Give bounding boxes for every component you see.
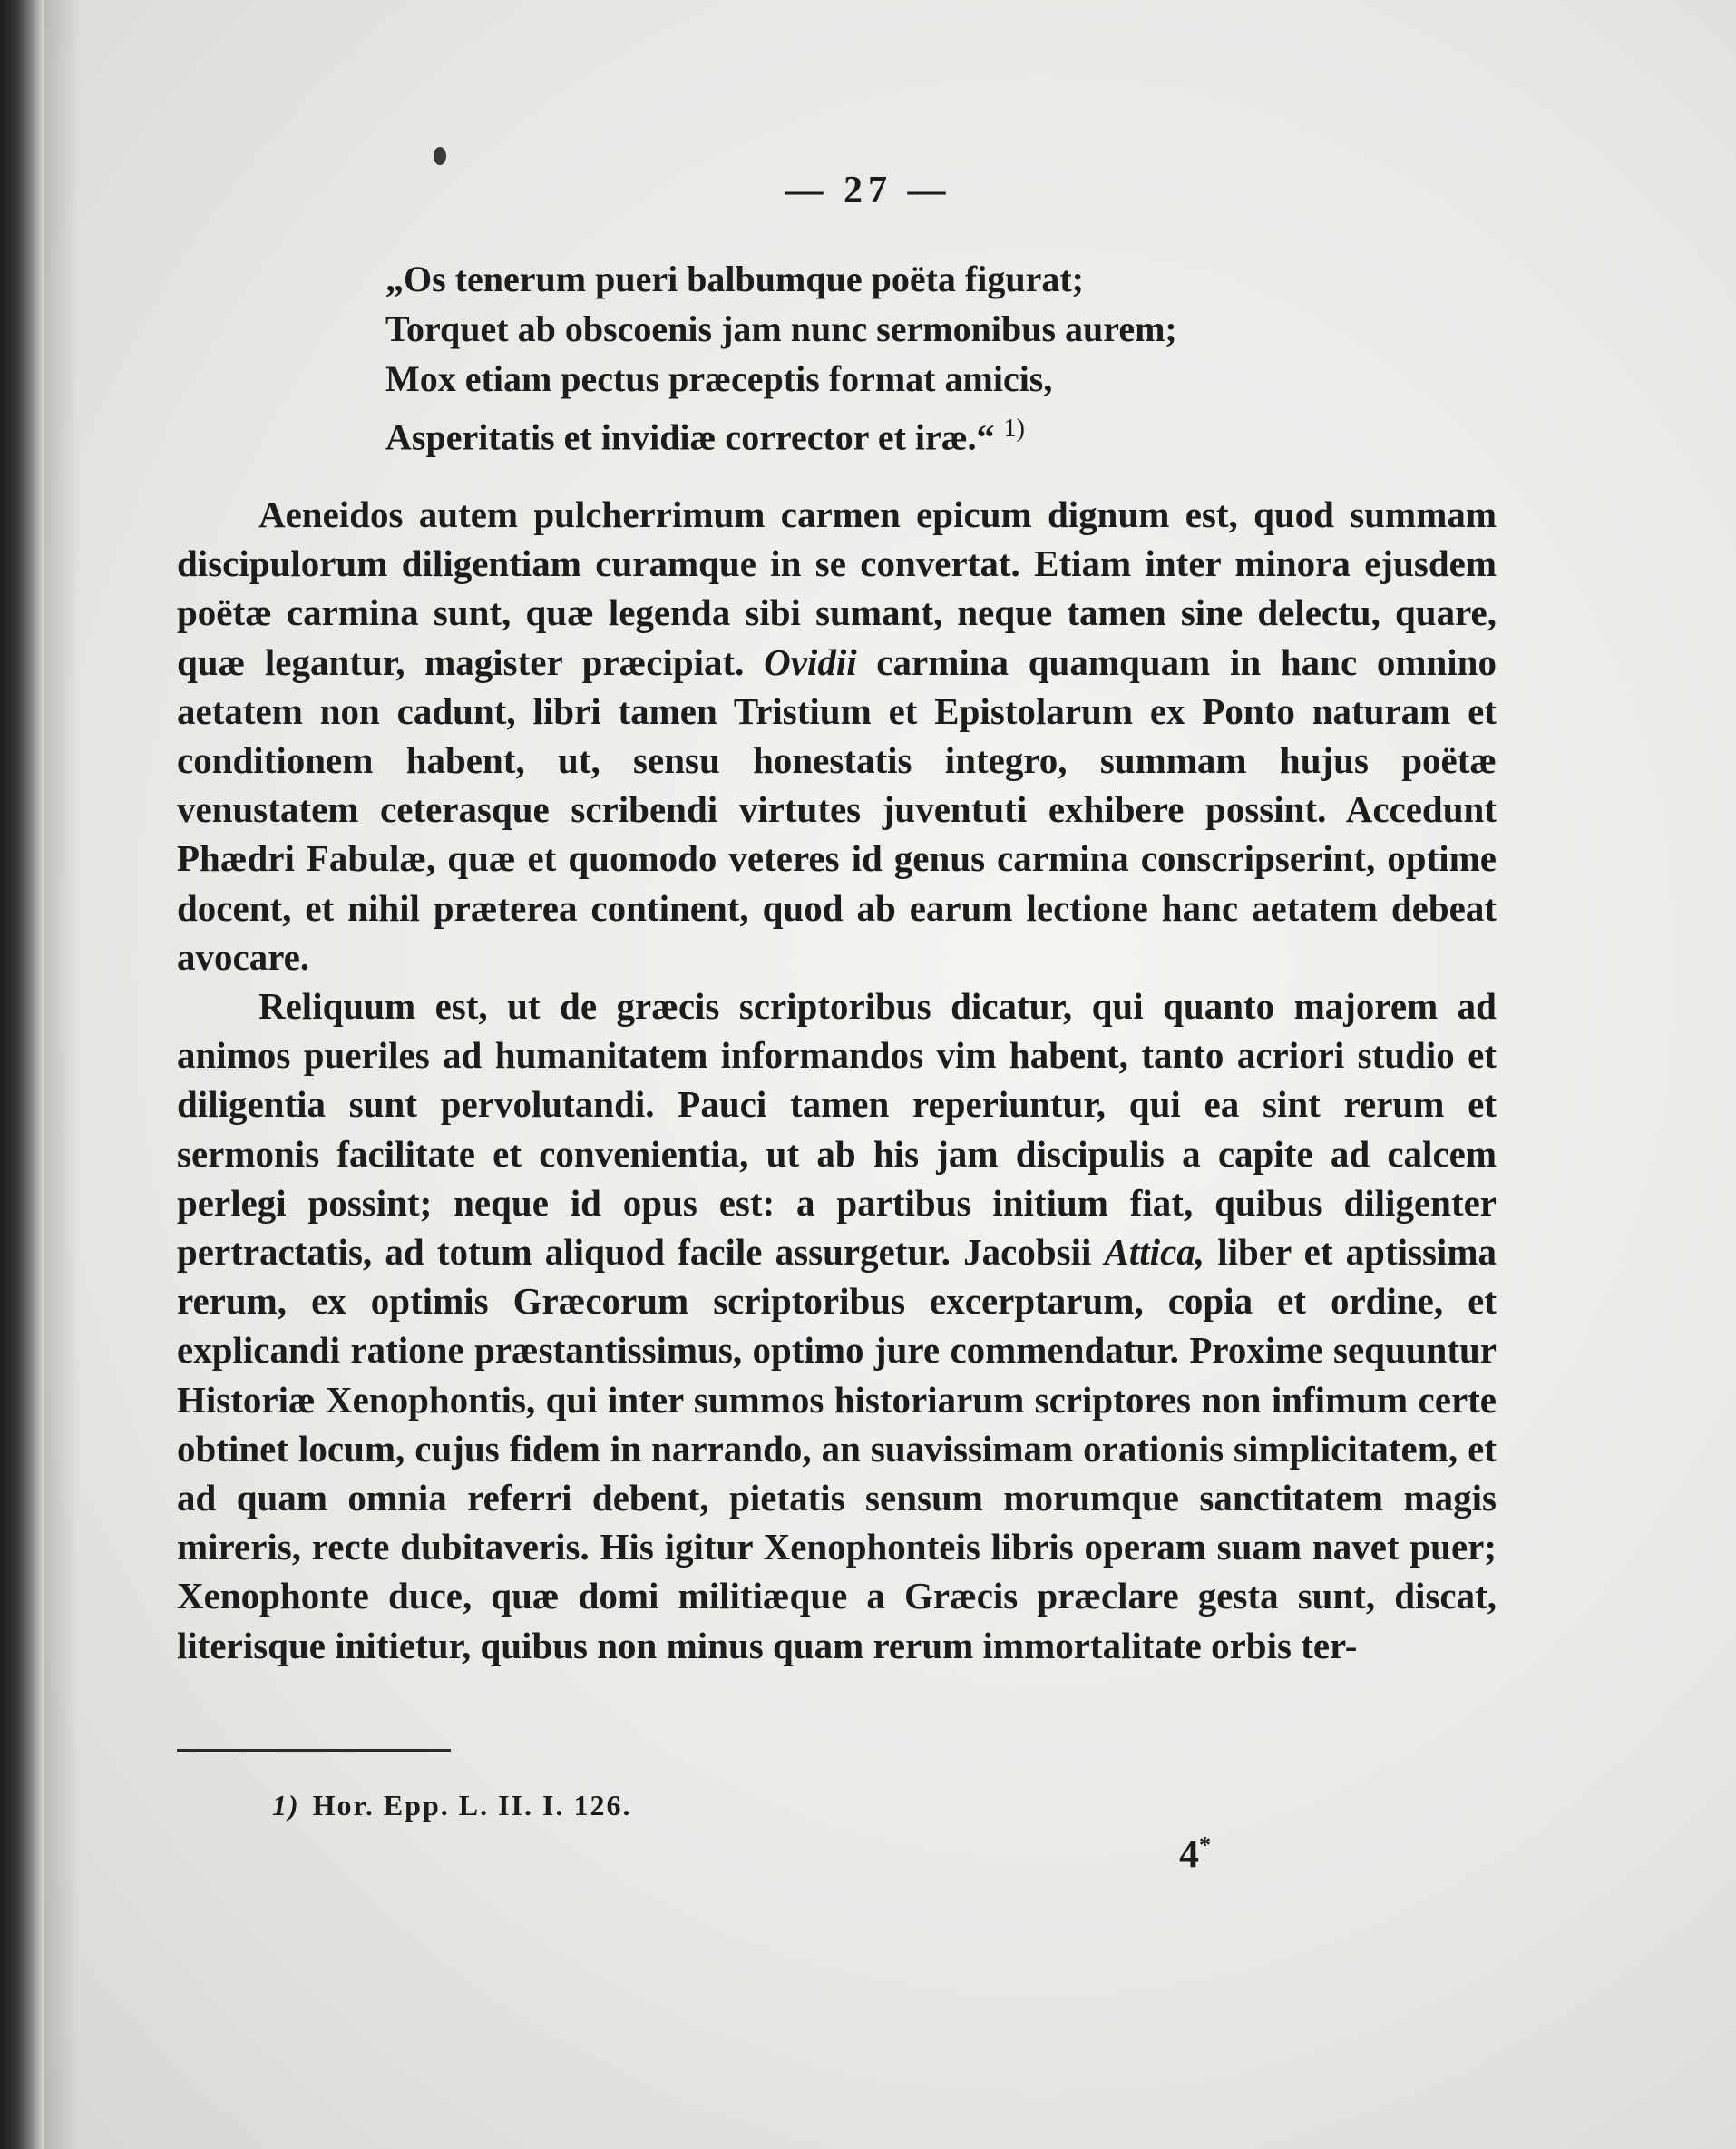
paragraph bbox=[177, 490, 1497, 982]
verse-line-last bbox=[385, 404, 1383, 462]
binding-gutter bbox=[0, 0, 44, 2149]
paragraph-text: liber et aptissima rerum, ex optimis Græcorum scriptoribus excerptarum, copia et ordine, et explicandi ratione præstantissimus, optimo jure commendatur. Proxime sequuntur Historiæ Xenophontis, qui inter summos historiarum scriptores non infimum certe obtinet locum, cujus fidem in narrando, an suavissimam orationis simplicitatem, et ad quam omnia referri debent, pietatis sensum morumque sanctitatem magis mireris, recte dubitaveris. His igitur Xenophonteis libris operam suam navet puer; Xenophonte duce, quæ domi militiæque a Græcis præclare gesta sunt, discat, literisque initietur, quibus non minus quam rerum immortalitate orbis ter- bbox=[177, 1231, 1497, 1666]
verse-line: „Os tenerum pueri balbumque poëta figurat; bbox=[385, 259, 1084, 299]
verse-quotation bbox=[385, 254, 1383, 462]
footnote bbox=[272, 1789, 631, 1822]
footnote-divider bbox=[177, 1749, 451, 1752]
signature-star: * bbox=[1199, 1832, 1211, 1859]
verse-line-text: Asperitatis et invidiæ corrector et iræ.“ bbox=[385, 416, 995, 458]
gutter-shadow bbox=[44, 0, 80, 2149]
paragraph-text: carmina quamquam in hanc omnino aetatem non cadunt, libri tamen Tristium et Epistolarum ex Ponto naturam et conditionem habent, ut, sensu honestatis integro, summam hujus poëtæ venustatem ceterasque scribendi virtutes juventuti exhibere possint. Accedunt Phædri Fabulæ, quæ et quomodo veteres id genus carmina conscripserint, optime docent, et nihil præterea continent, quod ab earum lectione hanc aetatem debeat avocare. bbox=[177, 640, 1497, 978]
ink-spot bbox=[434, 147, 446, 165]
emphasized-name: Ovidii bbox=[764, 640, 857, 683]
footnote-reference: 1) bbox=[1003, 415, 1025, 443]
verse-line: Torquet ab obscoenis jam nunc sermonibus aurem; bbox=[385, 308, 1177, 349]
printer-signature-mark bbox=[1179, 1831, 1211, 1877]
verse-line: Mox etiam pectus præceptis format amicis, bbox=[385, 358, 1053, 399]
emphasized-title: Attica, bbox=[1104, 1231, 1205, 1274]
paragraph-text: Aeneidos autem pulcherrimum carmen epicum dignum est, quod summam discipulorum diligentiam curamque in se convertat. Etiam inter minora ejusdem poëtæ carmina sunt, quæ legenda sibi sumant, neque tamen sine delectu, quare, quæ legantur, magister præcipiat. bbox=[177, 493, 1497, 683]
page-number: — 27 — bbox=[785, 170, 951, 211]
footnote-number: 1) bbox=[272, 1789, 300, 1822]
paragraph bbox=[177, 982, 1497, 1670]
footnote-text: Hor. Epp. L. II. I. 126. bbox=[312, 1789, 632, 1822]
paragraph-text: Reliquum est, ut de græcis scriptoribus dicatur, qui quanto majorem ad animos pueriles ad humanitatem informandos vim habent, tanto acriori studio et diligentia sunt pervolutandi. Pauci tamen reperiuntur, qui ea sint rerum et sermonis facilitate et convenientia, ut ab his jam discipulis a capite ad calcem perlegi possint; neque id opus est: a partibus initium fiat, quibus diligenter pertractatis, ad totum aliquod facile assurgetur. Jacobsii bbox=[177, 985, 1497, 1274]
body-text bbox=[177, 490, 1497, 1670]
signature-number: 4 bbox=[1179, 1832, 1199, 1876]
